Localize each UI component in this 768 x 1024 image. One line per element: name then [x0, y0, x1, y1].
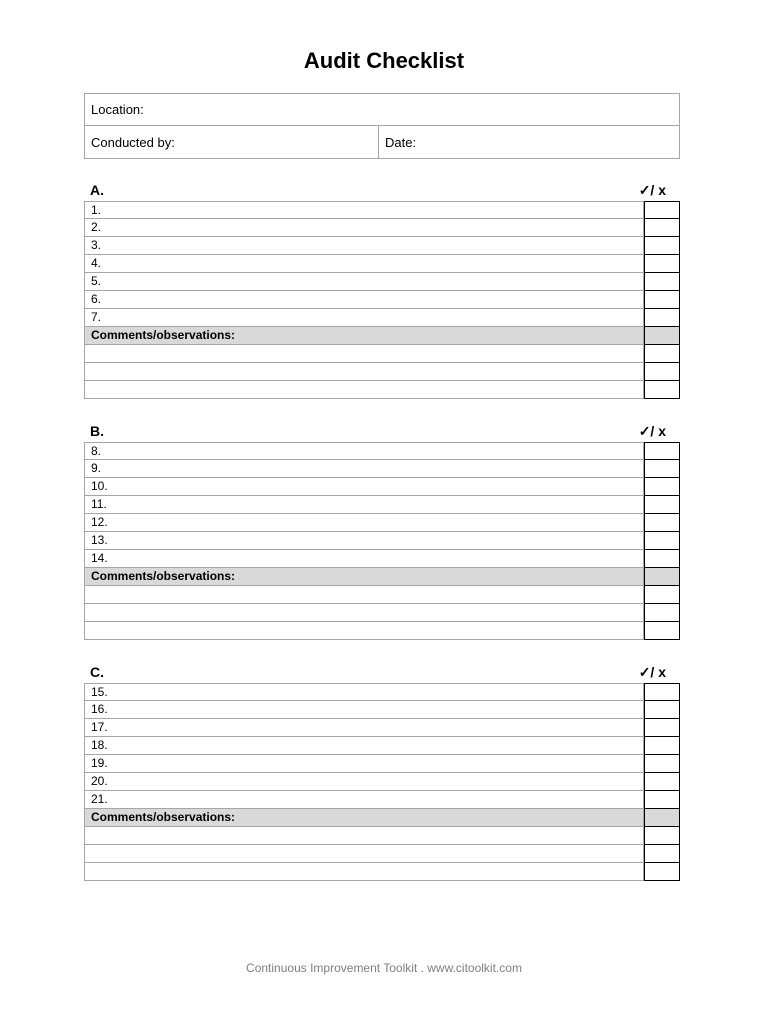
item-number: 16.: [84, 701, 644, 719]
comment-field[interactable]: [84, 586, 644, 604]
comment-line: [84, 863, 680, 881]
check-box[interactable]: [644, 460, 680, 478]
check-box[interactable]: [644, 550, 680, 568]
section-header: [84, 661, 680, 683]
checklist-row: [84, 719, 680, 737]
conducted-by-field[interactable]: Conducted by:: [85, 126, 379, 158]
comment-box: [644, 363, 680, 381]
item-number: 6.: [84, 291, 644, 309]
item-number: 12.: [84, 514, 644, 532]
comment-field[interactable]: [84, 345, 644, 363]
comment-field[interactable]: [84, 845, 644, 863]
checklist-row: [84, 683, 680, 701]
date-field[interactable]: Date:: [385, 134, 417, 150]
comment-box: [644, 622, 680, 640]
checklist-row: [84, 201, 680, 219]
checklist-row: [84, 237, 680, 255]
comment-line: [84, 622, 680, 640]
comment-field[interactable]: [84, 363, 644, 381]
check-box[interactable]: [644, 255, 680, 273]
check-cross-header: ✓/ x: [638, 664, 666, 680]
comment-field[interactable]: [84, 604, 644, 622]
check-box[interactable]: [644, 496, 680, 514]
checklist-row: [84, 291, 680, 309]
item-number: 13.: [84, 532, 644, 550]
comment-line: [84, 827, 680, 845]
item-number: 10.: [84, 478, 644, 496]
checklist-row: [84, 442, 680, 460]
check-box[interactable]: [644, 532, 680, 550]
item-number: 9.: [84, 460, 644, 478]
page-title: Audit Checklist: [303, 48, 465, 73]
comments-label: Comments/observations:: [84, 809, 644, 827]
check-box[interactable]: [644, 755, 680, 773]
comment-field[interactable]: [84, 622, 644, 640]
comment-box: [644, 827, 680, 845]
comments-header-row: [84, 809, 680, 827]
check-box[interactable]: [644, 737, 680, 755]
checklist-row: [84, 273, 680, 291]
comment-box: [644, 863, 680, 881]
comment-box: [644, 604, 680, 622]
check-box[interactable]: [644, 514, 680, 532]
checklist-row: [84, 255, 680, 273]
comment-box: [644, 586, 680, 604]
comment-box: [644, 381, 680, 399]
section-c: [84, 661, 680, 881]
comment-line: [84, 363, 680, 381]
item-number: 20.: [84, 773, 644, 791]
item-number: 5.: [84, 273, 644, 291]
section-letter: C.: [90, 664, 104, 680]
comments-header-row: [84, 327, 680, 345]
item-number: 3.: [84, 237, 644, 255]
check-box[interactable]: [644, 791, 680, 809]
item-number: 21.: [84, 791, 644, 809]
checklist-row: [84, 496, 680, 514]
conducted-date-row: [85, 126, 679, 158]
comment-line: [84, 604, 680, 622]
comments-label: Comments/observations:: [84, 568, 644, 586]
check-box[interactable]: [644, 701, 680, 719]
comments-box: [644, 809, 680, 827]
comment-box: [644, 845, 680, 863]
section-letter: B.: [90, 423, 104, 439]
check-box[interactable]: [644, 719, 680, 737]
check-box[interactable]: [644, 201, 680, 219]
item-number: 14.: [84, 550, 644, 568]
comment-line: [84, 845, 680, 863]
check-cross-header: ✓/ x: [638, 423, 666, 439]
check-box[interactable]: [644, 219, 680, 237]
checklist-row: [84, 460, 680, 478]
item-number: 17.: [84, 719, 644, 737]
comment-line: [84, 381, 680, 399]
comment-field[interactable]: [84, 863, 644, 881]
item-number: 18.: [84, 737, 644, 755]
item-number: 15.: [84, 683, 644, 701]
checklist-row: [84, 755, 680, 773]
item-number: 4.: [84, 255, 644, 273]
checklist-row: [84, 309, 680, 327]
check-cross-header: ✓/ x: [638, 182, 666, 198]
check-box[interactable]: [644, 478, 680, 496]
checklist-row: [84, 791, 680, 809]
item-number: 11.: [84, 496, 644, 514]
checklist-row: [84, 478, 680, 496]
section-header: [84, 420, 680, 442]
check-box[interactable]: [644, 237, 680, 255]
audit-info-table: [84, 93, 680, 159]
check-box[interactable]: [644, 442, 680, 460]
checklist-row: [84, 219, 680, 237]
check-box[interactable]: [644, 683, 680, 701]
checklist-row: [84, 773, 680, 791]
comments-header-row: [84, 568, 680, 586]
checklist-row: [84, 532, 680, 550]
check-box[interactable]: [644, 291, 680, 309]
comments-box: [644, 327, 680, 345]
item-number: 1.: [84, 201, 644, 219]
check-box[interactable]: [644, 773, 680, 791]
checklist-grid: [84, 201, 680, 399]
checklist-row: [84, 701, 680, 719]
page-footer: Continuous Improvement Toolkit . www.citoolkit.com: [246, 961, 522, 975]
item-number: 2.: [84, 219, 644, 237]
section-b: [84, 420, 680, 640]
checklist-row: [84, 737, 680, 755]
comment-field[interactable]: [84, 827, 644, 845]
comments-label: Comments/observations:: [84, 327, 644, 345]
comment-field[interactable]: [84, 381, 644, 399]
comment-line: [84, 586, 680, 604]
checklist-row: [84, 514, 680, 532]
checklist-grid: [84, 683, 680, 881]
location-row: [85, 94, 679, 126]
check-box[interactable]: [644, 309, 680, 327]
checklist-row: [84, 550, 680, 568]
checklist-grid: [84, 442, 680, 640]
item-number: 8.: [84, 442, 644, 460]
comment-line: [84, 345, 680, 363]
section-header: [84, 179, 680, 201]
item-number: 7.: [84, 309, 644, 327]
section-a: [84, 179, 680, 399]
comments-box: [644, 568, 680, 586]
check-box[interactable]: [644, 273, 680, 291]
comment-box: [644, 345, 680, 363]
section-letter: A.: [90, 182, 104, 198]
item-number: 19.: [84, 755, 644, 773]
location-field[interactable]: Location:: [91, 102, 144, 117]
